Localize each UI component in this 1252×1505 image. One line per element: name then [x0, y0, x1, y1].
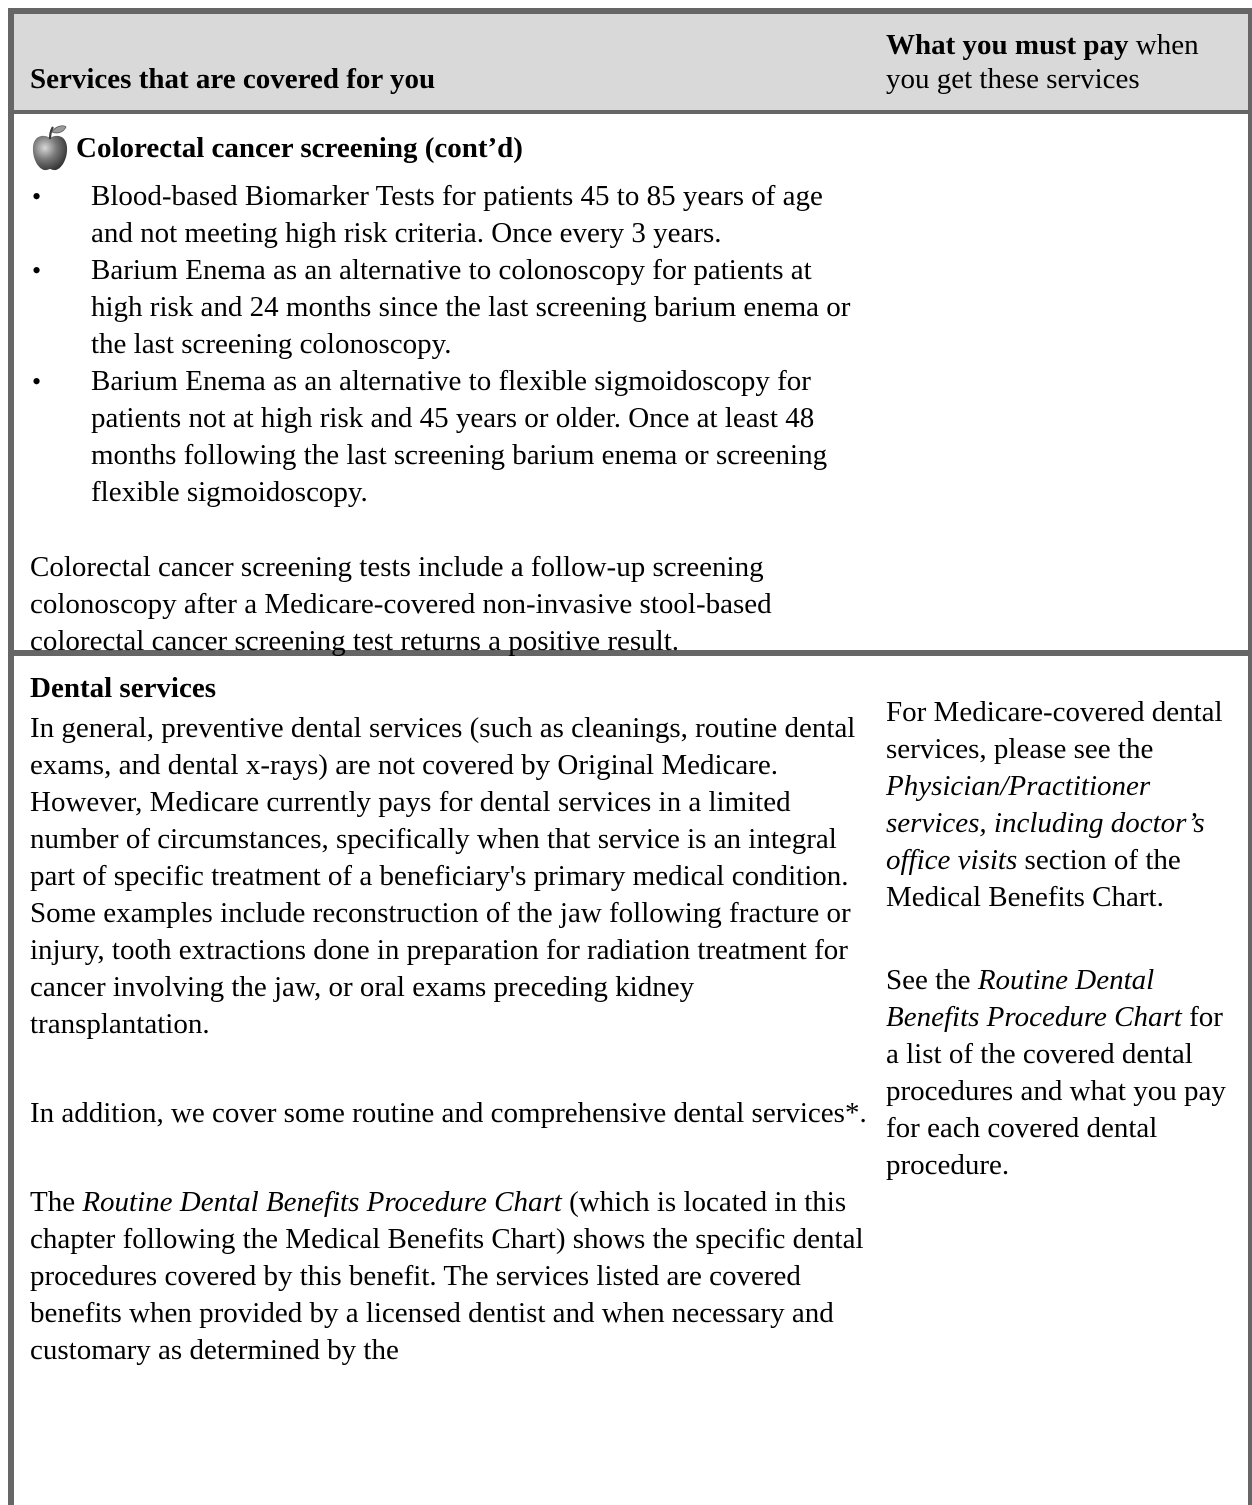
table-row-dental: [14, 656, 1248, 1496]
header-what-you-pay-bold: What you must pay: [886, 29, 1129, 61]
header-what-you-pay-rest: when you get these services: [886, 29, 1199, 95]
dental-p3-pre: The: [30, 1186, 83, 1218]
colorectal-followup-paragraph: Colorectal cancer screening tests include a follow-up screening colonoscopy after a Medicare-covered non-invasive stool-based colorectal cancer screening test returns a positive result.: [30, 551, 772, 657]
dental-right2-pre: See the: [886, 964, 978, 996]
dental-routine-chart-note: [886, 962, 1242, 1184]
routine-dental-chart-reference: Routine Dental Benefits Procedure Chart: [886, 964, 1182, 1033]
dental-title: Dental services: [30, 672, 217, 704]
table-row-colorectal: [14, 114, 1248, 656]
physician-services-reference: Physician/Practitioner services, including doctor’s office visits: [886, 770, 1205, 876]
dental-p3-post: (which is located in this chapter following the Medical Benefits Chart) shows the specific dental procedures covered by this benefit. The services listed are covered benefits when provided by a licensed dentist and when necessary and customary as determined by the: [30, 1186, 864, 1366]
dental-paragraph-1: In general, preventive dental services (such as cleanings, routine dental exams, and dental x-rays) are not covered by Original Medicare. However, Medicare currently pays for dental services in a limited number of circumstances, specifically when that service is an integral part of specific treatment of a beneficiary's primary medical condition. Some examples include reconstruction of the jaw following fracture or injury, tooth extractions done in preparation for radiation treatment for cancer involving the jaw, or oral exams preceding kidney transplantation.: [30, 712, 856, 1040]
list-item: • Barium Enema as an alternative to flexible sigmoidoscopy for patients not at high risk and 45 years or older. Once at least 48 months following the last screening barium enema or screening flexible sigmoidoscopy.: [30, 363, 868, 511]
colorectal-cost-cell: [876, 114, 1248, 650]
colorectal-title-line: [30, 124, 868, 172]
dental-paragraph-2: In addition, we cover some routine and comprehensive dental services*.: [30, 1097, 867, 1129]
apple-icon: [30, 124, 70, 172]
list-item: • Barium Enema as an alternative to colonoscopy for patients at high risk and 24 months since the last screening barium enema or the last screening colonoscopy.: [30, 252, 868, 363]
benefits-table: [8, 8, 1252, 1505]
dental-right1-pre: For Medicare-covered dental services, please see the: [886, 696, 1223, 765]
table-header-row: [14, 14, 1248, 114]
colorectal-description: [14, 114, 876, 657]
header-services-covered: Services that are covered for you: [30, 63, 436, 95]
dental-right2-post: for a list of the covered dental procedures and what you pay for each covered dental procedure.: [886, 1001, 1226, 1181]
dental-chart-reference: Routine Dental Benefits Procedure Chart: [82, 1186, 562, 1218]
dental-right1-post: section of the Medical Benefits Chart.: [886, 844, 1181, 913]
dental-description: [14, 656, 876, 1496]
header-what-you-pay: [876, 14, 1248, 110]
dental-paragraph-3: [30, 1184, 868, 1369]
colorectal-bullet-list: [30, 178, 868, 511]
list-item: • Blood-based Biomarker Tests for patients 45 to 85 years of age and not meeting high risk criteria. Once every 3 years.: [30, 178, 868, 252]
colorectal-title: Colorectal cancer screening (cont’d): [76, 132, 523, 164]
dental-medicare-covered-note: [886, 694, 1242, 916]
dental-cost-cell: [876, 656, 1248, 1496]
